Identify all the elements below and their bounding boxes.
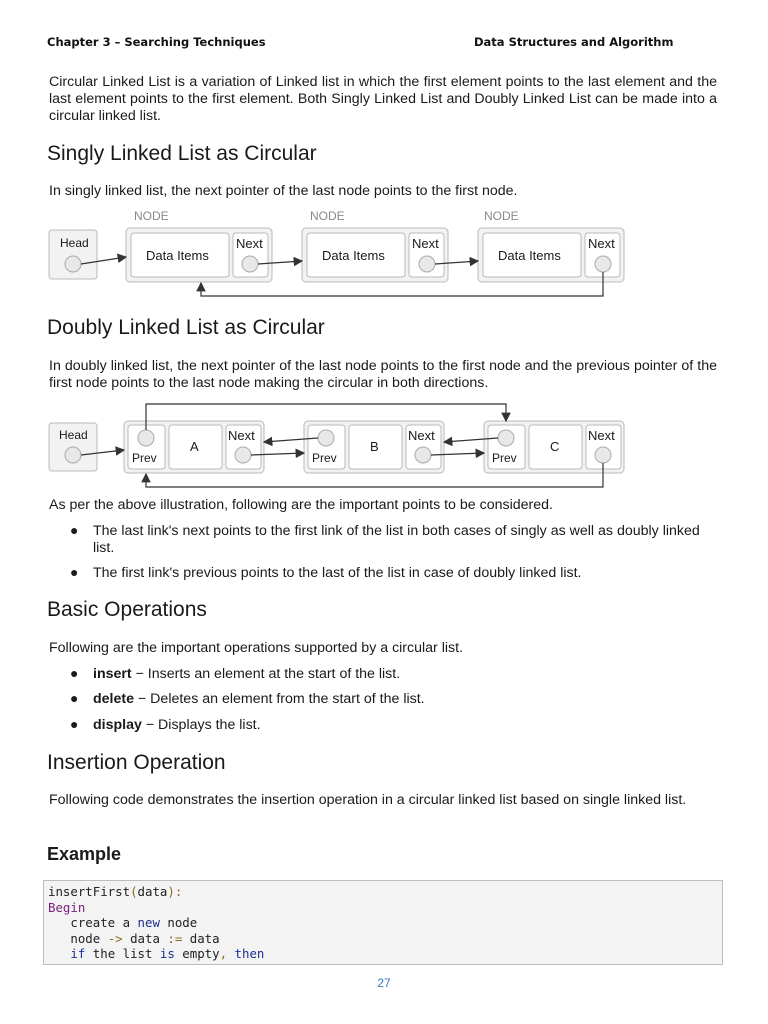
doubly-paragraph: In doubly linked list, the next pointer of the last node points to the first node and the previous pointer of the first node points to the last node making the circular in both directions. xyxy=(49,358,717,391)
list-item: ● insert − Inserts an element at the start of the list. xyxy=(70,665,401,682)
head-label: Head xyxy=(60,236,89,250)
next-label: Next xyxy=(408,428,435,443)
singly-circular-diagram xyxy=(46,206,630,302)
bullet-icon: ● xyxy=(70,665,79,681)
header-book-title: Data Structures and Algorithm xyxy=(474,35,674,49)
prev-label: Prev xyxy=(312,451,337,465)
bullet-icon: ● xyxy=(70,564,79,580)
list-item: ● The last link's next points to the first link of the list in both cases of singly as well as doubly linked list. xyxy=(70,522,700,556)
bullet-icon: ● xyxy=(70,522,79,538)
points-intro: As per the above illustration, following are the important points to be considered. xyxy=(49,497,553,513)
code-block: insertFirst(data): Begin create a new node node -> data := data if the list is empty, then xyxy=(43,880,723,965)
pointer-circle xyxy=(242,256,258,272)
bullet-icon: ● xyxy=(70,716,79,732)
heading-doubly-circular: Doubly Linked List as Circular xyxy=(47,316,325,339)
pointer-circle xyxy=(498,430,514,446)
data-items-label: Data Items xyxy=(322,248,385,263)
pointer-circle xyxy=(235,447,251,463)
node-label: NODE xyxy=(134,209,169,223)
next-label: Next xyxy=(588,428,615,443)
list-item: ● The first link's previous points to the last of the list in case of doubly linked list. xyxy=(70,564,582,581)
next-label: Next xyxy=(236,236,263,251)
heading-basic-operations: Basic Operations xyxy=(47,598,207,621)
data-items-label: Data Items xyxy=(146,248,209,263)
doubly-circular-diagram xyxy=(46,399,630,493)
prev-label: Prev xyxy=(132,451,157,465)
node-value: C xyxy=(550,439,560,454)
next-label: Next xyxy=(412,236,439,251)
next-label: Next xyxy=(228,428,255,443)
pointer-circle xyxy=(419,256,435,272)
bullet-icon: ● xyxy=(70,690,79,706)
next-label: Next xyxy=(588,236,615,251)
singly-paragraph: In singly linked list, the next pointer of the last node points to the first node. xyxy=(49,183,518,199)
pointer-circle xyxy=(415,447,431,463)
heading-example: Example xyxy=(47,844,122,864)
node-label: NODE xyxy=(484,209,519,223)
head-label: Head xyxy=(59,428,88,442)
pointer-circle xyxy=(318,430,334,446)
header-chapter: Chapter 3 – Searching Techniques xyxy=(47,35,266,49)
pointer-circle xyxy=(65,256,81,272)
basic-paragraph: Following are the important operations supported by a circular list. xyxy=(49,640,464,656)
insertion-paragraph: Following code demonstrates the insertion operation in a circular linked list based on single linked list. xyxy=(49,792,687,808)
list-item: ● display − Displays the list. xyxy=(70,716,261,733)
heading-singly-circular: Singly Linked List as Circular xyxy=(47,142,317,165)
intro-paragraph: Circular Linked List is a variation of Linked list in which the first element points to the last element and the last element points to the first element. Both Singly Linked List and Doubly Linked List can be made into a circular linked list. xyxy=(49,74,717,124)
prev-label: Prev xyxy=(492,451,517,465)
heading-insertion-operation: Insertion Operation xyxy=(47,751,226,774)
data-items-label: Data Items xyxy=(498,248,561,263)
pointer-circle xyxy=(595,256,611,272)
pointer-circle xyxy=(138,430,154,446)
page-number: 27 xyxy=(377,976,391,990)
pointer-circle xyxy=(595,447,611,463)
list-item: ● delete − Deletes an element from the start of the list. xyxy=(70,690,425,707)
pointer-circle xyxy=(65,447,81,463)
node-value: A xyxy=(190,439,199,454)
node-label: NODE xyxy=(310,209,345,223)
node-value: B xyxy=(370,439,379,454)
